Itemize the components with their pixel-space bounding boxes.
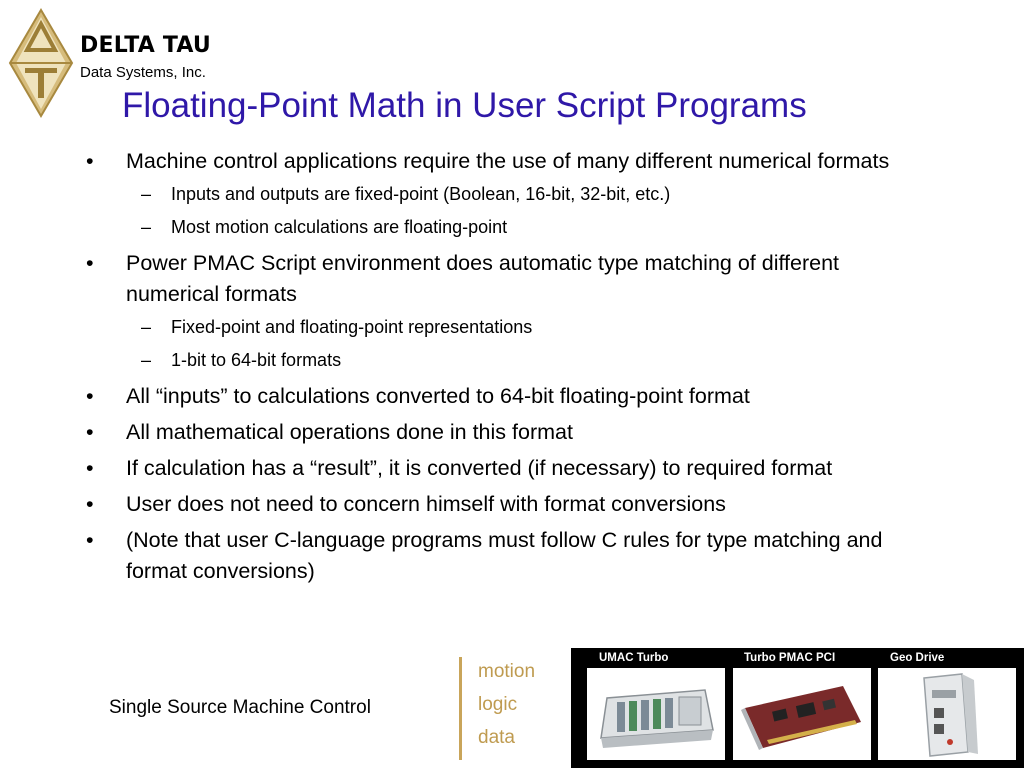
footer-word-motion: motion [478,661,536,682]
bullet-item [86,248,916,310]
product-panel [571,648,1024,768]
product-label-umac: UMAC Turbo [599,652,669,664]
bullet-text: Machine control applications require the use of many different numerical formats [126,149,890,173]
bullet-dot-icon: • [86,456,94,480]
bullet-dot-icon: • [86,149,94,173]
bullet-list [86,146,916,592]
bullet-item [86,453,916,484]
umac-turbo-image-icon [587,668,725,760]
dash-icon: – [141,184,152,204]
bullet-dot-icon: • [86,420,94,444]
company-subtitle: Data Systems, Inc. [80,64,206,81]
slide-title: Floating-Point Math in User Script Programs [122,86,807,125]
bullet-text: User does not need to concern himself with format conversions [126,492,726,516]
bullet-dot-icon: • [86,384,94,408]
sub-bullet-text: Inputs and outputs are fixed-point (Boolean, 16-bit, 32-bit, etc.) [171,184,671,204]
footer-word-data: data [478,727,515,748]
footer-word-logic: logic [478,694,518,715]
sub-bullet-text: Most motion calculations are floating-point [171,217,508,237]
bullet-text: All mathematical operations done in this format [126,420,573,444]
bullet-item [86,525,916,587]
bullet-dot-icon: • [86,492,94,516]
bullet-text: Power PMAC Script environment does automatic type matching of different numerical formats [126,251,840,306]
bullet-text: (Note that user C-language programs must follow C rules for type matching and format conversions) [126,528,883,583]
product-label-pmac-pci: Turbo PMAC PCI [744,652,836,664]
sub-bullet-item [86,348,916,372]
sub-bullet-text: 1-bit to 64-bit formats [171,350,342,370]
dash-icon: – [141,217,152,237]
sub-bullet-text: Fixed-point and floating-point representations [171,317,533,337]
bullet-dot-icon: • [86,251,94,275]
turbo-pmac-pci-image-icon [733,668,871,760]
footer-divider [459,657,462,760]
product-label-geo-drive: Geo Drive [890,652,945,664]
sub-bullet-item [86,182,916,206]
dash-icon: – [141,350,152,370]
sub-bullet-item [86,315,916,339]
bullet-dot-icon: • [86,528,94,552]
dash-icon: – [141,317,152,337]
geo-drive-image-icon [878,668,1016,760]
bullet-text: If calculation has a “result”, it is converted (if necessary) to required format [126,456,833,480]
bullet-text: All “inputs” to calculations converted to 64-bit floating-point format [126,384,750,408]
bullet-item [86,489,916,520]
bullet-item [86,146,916,177]
sub-bullet-item [86,215,916,239]
bullet-item [86,417,916,448]
company-name: DELTA TAU [80,33,211,58]
delta-tau-logo-icon [6,8,76,118]
bullet-item [86,381,916,412]
footer-tagline: Single Source Machine Control [109,697,371,718]
